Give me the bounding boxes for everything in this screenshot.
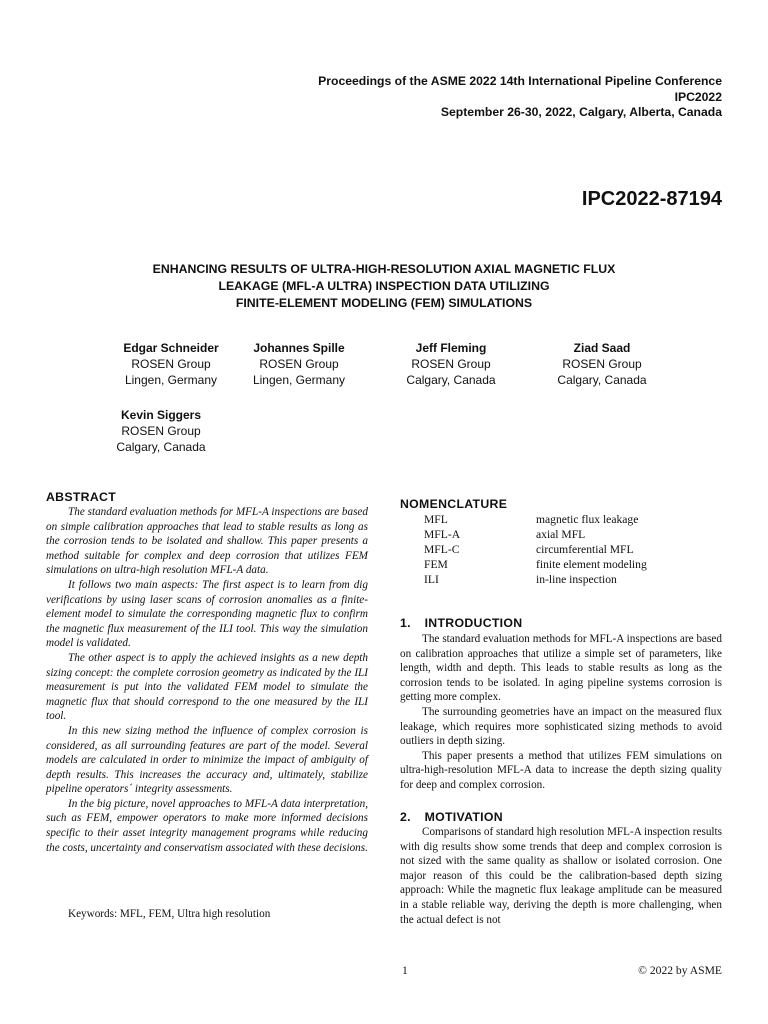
nomenclature-abbr: ILI	[424, 573, 439, 586]
author-affiliation: ROSEN Group	[259, 356, 339, 371]
nomenclature-definition: circumferential MFL	[536, 543, 634, 556]
nomenclature-table	[424, 512, 647, 587]
section-number: 1.	[400, 616, 411, 630]
title-line-3: FINITE-ELEMENT MODELING (FEM) SIMULATIONS	[235, 296, 533, 310]
keywords: Keywords: MFL, FEM, Ultra high resolution	[68, 908, 271, 920]
nomenclature-abbr: MFL-C	[424, 543, 460, 556]
author-location: Calgary, Canada	[557, 372, 647, 387]
abstract-paragraph: The other aspect is to apply the achieved insights as a new depth sizing concept: the complete corrosion geometry as indicated by the ILI measurement is put into the validated FEM model to simulate the magnetic flux that should correspond to the one measured by the ILI tool.	[46, 651, 368, 723]
nomenclature-row	[424, 557, 647, 572]
author-location: Lingen, Germany	[124, 372, 218, 387]
section-number: 2.	[400, 810, 411, 824]
title-line-2: LEAKAGE (MFL-A ULTRA) INSPECTION DATA UTILIZING	[218, 279, 550, 293]
nomenclature-abbr: MFL	[424, 513, 448, 526]
conference-name: Proceedings of the ASME 2022 14th International Pipeline Conference	[318, 74, 722, 88]
abstract-paragraph: The standard evaluation methods for MFL-A inspections are based on simple calibration approaches that lead to stable results as long as the corrosion tends to be isolated and shallow. This paper presents a method suitable for complex and deep corrosion that utilizes FEM simulations on ultra-high resolution MFL-A data.	[46, 506, 368, 577]
conference-code: IPC2022	[674, 89, 722, 104]
section-title: MOTIVATION	[424, 810, 503, 824]
abstract-heading: ABSTRACT	[46, 490, 117, 504]
body-paragraph: Comparisons of standard high resolution MFL-A inspection results with dig results show some trends that deep and complex corrosion is not sized with the same quality as shallow or isolated corrosion. One major reason of this could be the calibration-based depth sizing approach: While the magnetic flux leakage amplitude can be measured in a stable reliable way, deriving the depth is more challenging, when the actual defect is not	[400, 826, 722, 926]
author-name: Jeff Fleming	[415, 341, 487, 355]
nomenclature-abbr: FEM	[424, 558, 448, 571]
author-affiliation: ROSEN Group	[131, 356, 211, 371]
nomenclature-row	[424, 542, 647, 557]
body-paragraph: The surrounding geometries have an impact on the measured flux leakage, which requires more sophisticated sizing methods to avoid outliers in depth sizing.	[400, 705, 722, 748]
title-line-1: ENHANCING RESULTS OF ULTRA-HIGH-RESOLUTION AXIAL MAGNETIC FLUX	[152, 262, 616, 276]
nomenclature-row	[424, 512, 647, 527]
author-block	[527, 341, 677, 388]
author-location: Calgary, Canada	[116, 439, 206, 454]
nomenclature-definition: finite element modeling	[536, 558, 647, 571]
author-name: Johannes Spille	[253, 341, 345, 355]
author-affiliation: ROSEN Group	[121, 423, 201, 438]
page-number: 1	[402, 964, 408, 977]
body-paragraph: This paper presents a method that utilizes FEM simulations on ultra-high-resolution MFL-A data to increase the depth sizing quality for deep and complex corrosion.	[400, 749, 722, 791]
paper-id: IPC2022-87194	[581, 188, 722, 210]
introduction-heading	[400, 616, 522, 630]
nomenclature-definition: axial MFL	[536, 528, 586, 541]
author-name: Edgar Schneider	[123, 341, 219, 355]
nomenclature-definition: in-line inspection	[536, 573, 617, 586]
nomenclature-heading: NOMENCLATURE	[400, 497, 508, 511]
abstract-paragraph: In this new sizing method the influence of complex corrosion is considered, as all surrounding features are part of the model. Several models are calculated in order to minimize the impact of ambiguity of depth results. This increases the accuracy and, ultimately, stabilize pipeline operators´ integrity assessments.	[46, 724, 368, 796]
author-block	[86, 408, 236, 455]
abstract-paragraph: It follows two main aspects: The first aspect is to learn from dig verifications by using laser scans of corrosion anomalies as a finite-element model to simulate the corresponding magnetic flux to confirm the magnetic flux measurement of the ILI tool. This way the simulation model is validated.	[46, 578, 368, 650]
author-block	[376, 341, 526, 388]
section-title: INTRODUCTION	[424, 616, 523, 630]
abstract-body	[46, 505, 368, 855]
nomenclature-abbr: MFL-A	[424, 528, 461, 541]
introduction-body	[400, 632, 722, 793]
author-affiliation: ROSEN Group	[562, 356, 642, 371]
author-affiliation: ROSEN Group	[411, 356, 491, 371]
conference-dates: September 26-30, 2022, Calgary, Alberta, Canada	[440, 105, 722, 119]
paper-title	[84, 261, 684, 312]
body-paragraph: The standard evaluation methods for MFL-A inspections are based on calibration approaches that utilize a simple set of parameters, like length, width and depth. This leads to stable results as long as the corrosion tends to be isolated. In aging pipeline systems corrosion is getting more complex.	[400, 633, 722, 704]
conference-header	[162, 74, 722, 121]
author-name: Ziad Saad	[573, 341, 631, 355]
author-location: Lingen, Germany	[252, 372, 346, 387]
author-name: Kevin Siggers	[120, 408, 202, 422]
author-block	[224, 341, 374, 388]
motivation-body	[400, 825, 722, 927]
nomenclature-definition: magnetic flux leakage	[536, 513, 639, 526]
abstract-paragraph: In the big picture, novel approaches to MFL-A data interpretation, such as FEM, empower operators to make more informed decisions specific to their asset integrity management programs while reducing the costs, uncertainty and conservatism associated with these decisions.	[46, 797, 368, 854]
motivation-heading	[400, 810, 503, 824]
nomenclature-row	[424, 572, 647, 587]
author-location: Calgary, Canada	[406, 372, 496, 387]
copyright: © 2022 by ASME	[638, 964, 722, 977]
nomenclature-row	[424, 527, 647, 542]
